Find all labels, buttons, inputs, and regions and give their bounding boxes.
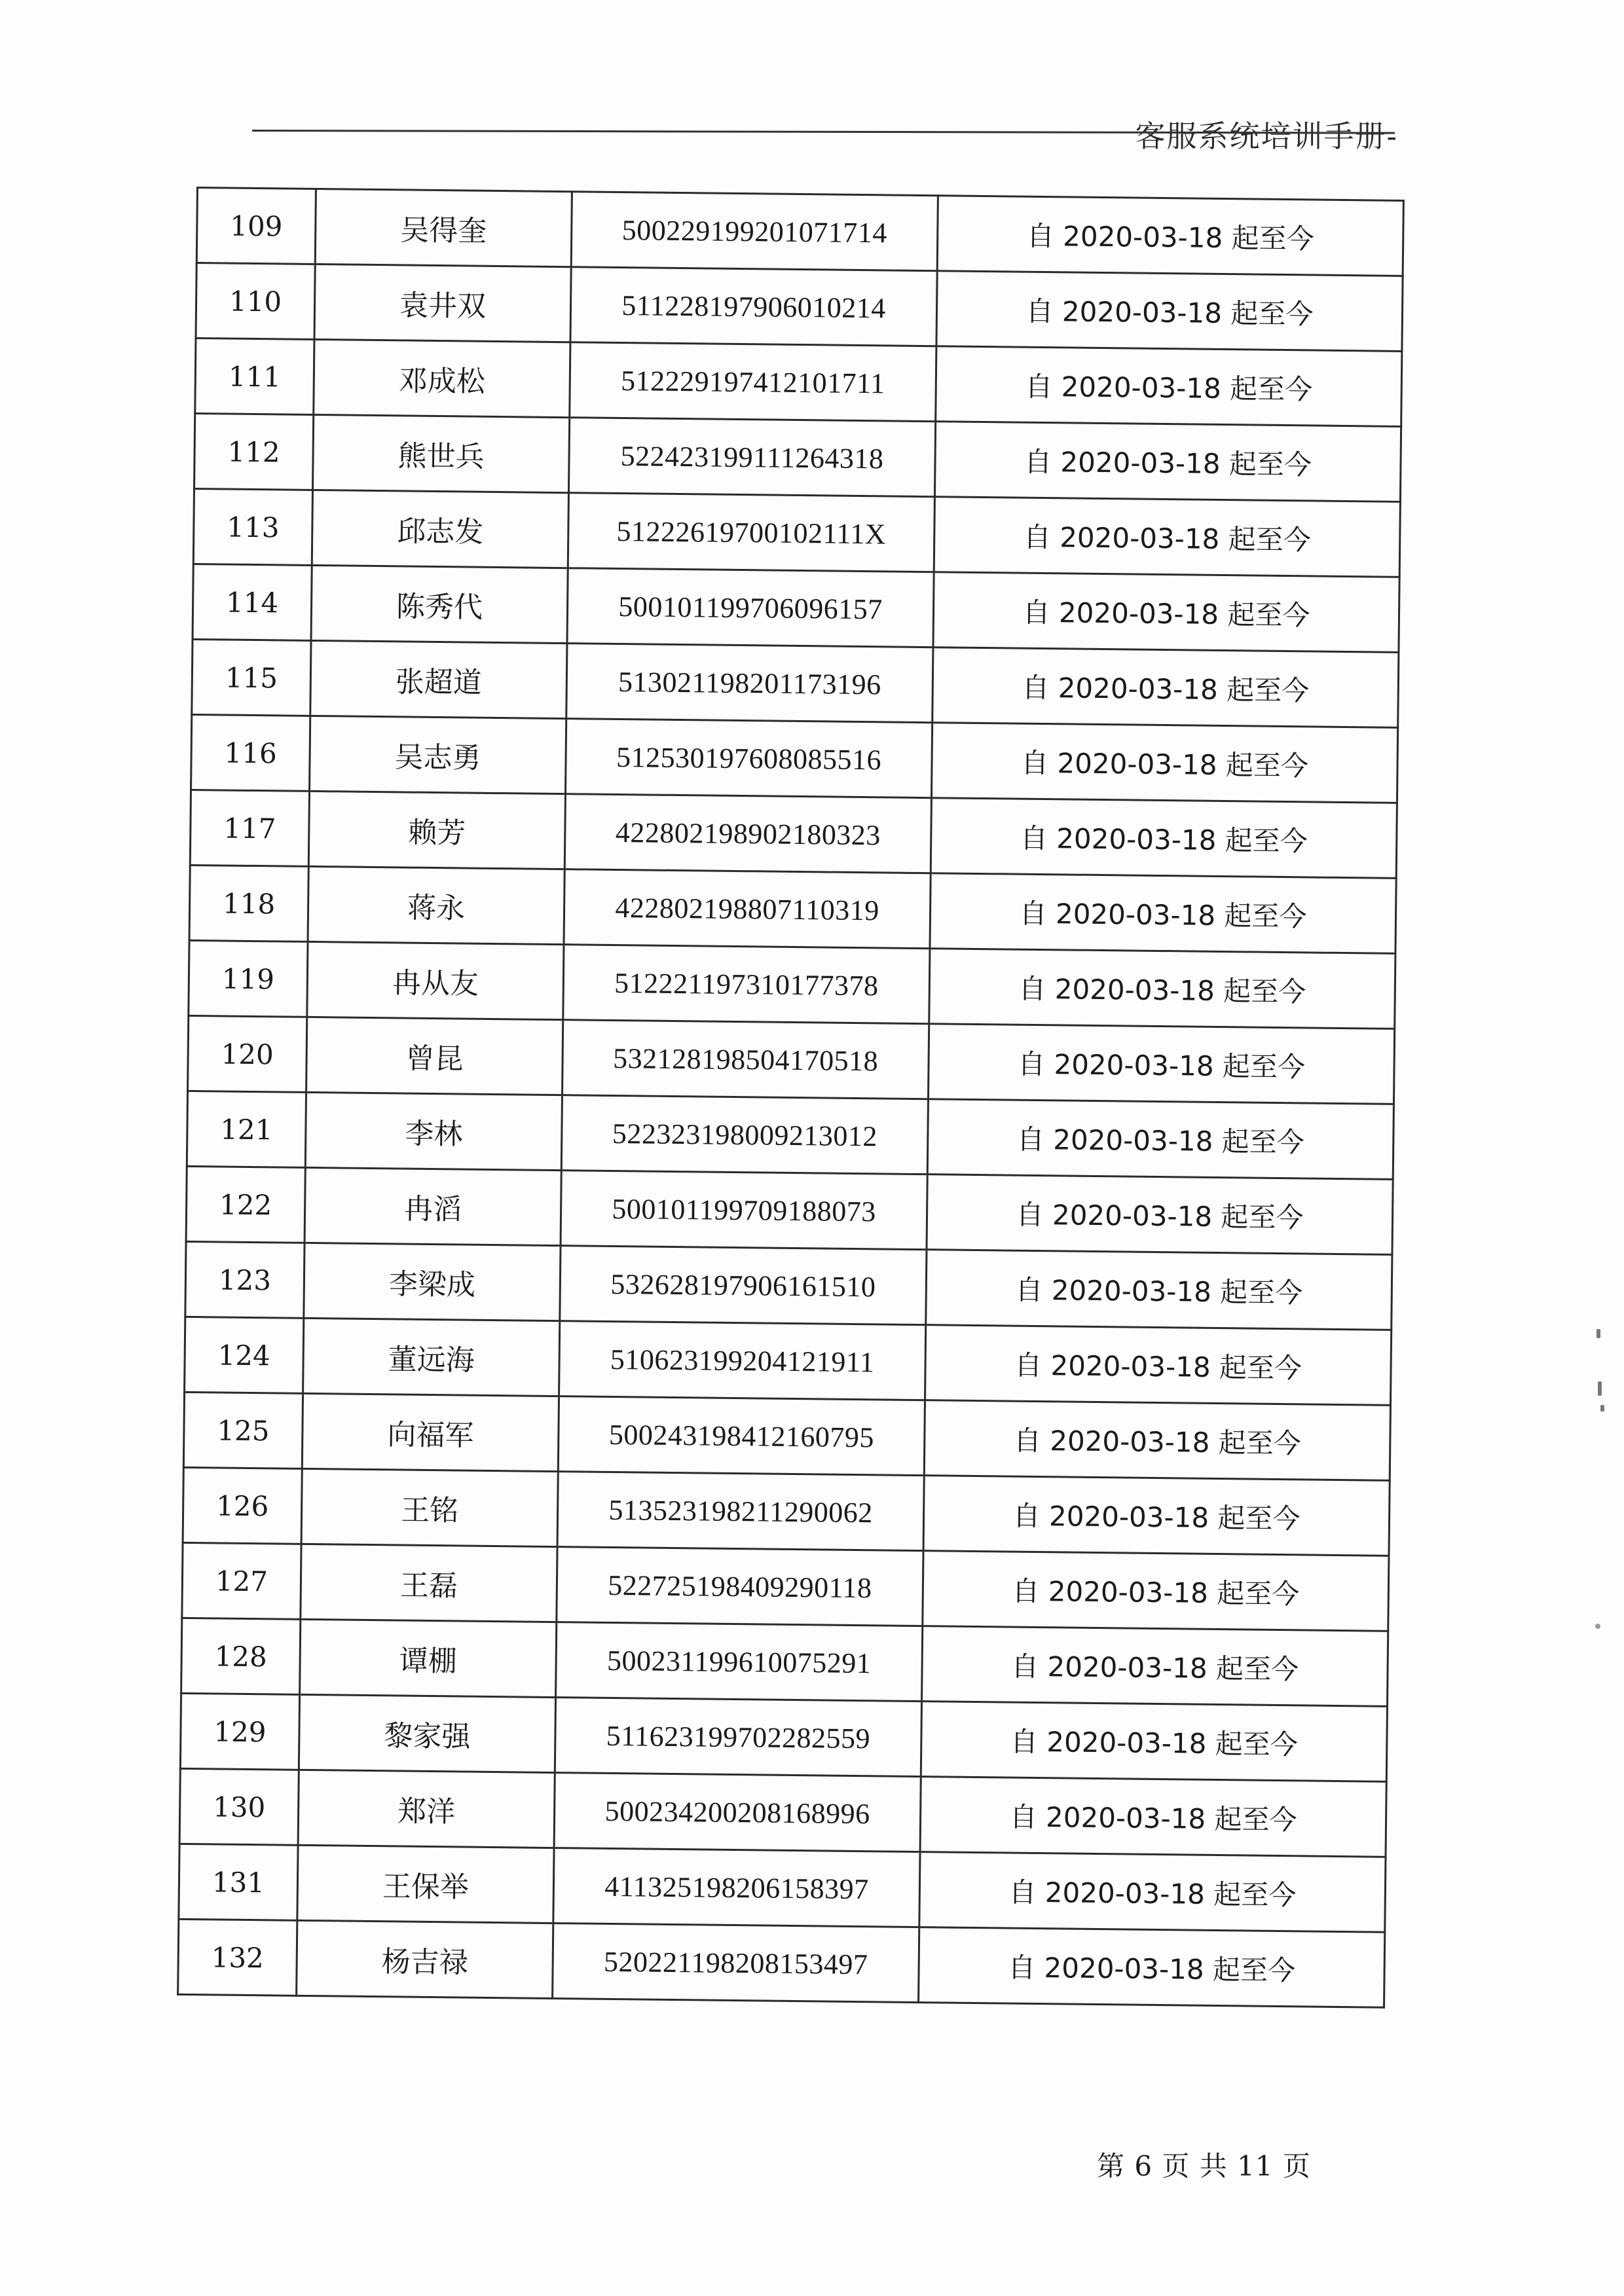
period-cell: 自 2020-03-18 起至今 xyxy=(933,572,1399,653)
id-number-cell: 512221197310177378 xyxy=(563,945,930,1024)
table-row xyxy=(192,639,1399,727)
id-number-cell: 500231199610075291 xyxy=(556,1622,923,1702)
row-number-cell: 111 xyxy=(195,338,314,415)
row-number-cell: 119 xyxy=(189,940,308,1017)
row-number-cell: 132 xyxy=(178,1919,297,1995)
period-cell: 自 2020-03-18 起至今 xyxy=(923,1476,1390,1556)
table-row xyxy=(183,1467,1390,1556)
name-cell: 董远海 xyxy=(303,1318,560,1396)
row-number-cell: 125 xyxy=(183,1392,303,1468)
id-number-cell: 511623199702282559 xyxy=(555,1698,921,1777)
table-row xyxy=(185,1317,1392,1405)
table-row xyxy=(183,1392,1390,1480)
period-cell: 自 2020-03-18 起至今 xyxy=(934,497,1400,577)
header-title: 客服系统培训手册- xyxy=(1135,118,1398,154)
id-number-cell: 422802198807110319 xyxy=(564,869,931,949)
table-row xyxy=(190,790,1397,878)
id-number-cell: 51222619700102111X xyxy=(568,493,934,572)
row-number-cell: 109 xyxy=(196,188,316,264)
scan-speck xyxy=(1595,1624,1600,1629)
period-cell: 自 2020-03-18 起至今 xyxy=(925,1325,1392,1406)
row-number-cell: 128 xyxy=(181,1618,301,1694)
period-cell: 自 2020-03-18 起至今 xyxy=(924,1400,1390,1481)
name-cell: 曾昆 xyxy=(306,1017,563,1095)
id-number-cell: 520221198208153497 xyxy=(553,1923,919,2003)
id-number-cell: 500234200208168996 xyxy=(554,1773,921,1852)
table-row xyxy=(182,1542,1389,1631)
name-cell: 袁井双 xyxy=(314,264,571,342)
row-number-cell: 112 xyxy=(194,413,314,490)
table-row xyxy=(178,1919,1385,2007)
name-cell: 谭棚 xyxy=(300,1619,557,1697)
row-number-cell: 117 xyxy=(190,790,309,866)
table-row xyxy=(191,714,1398,803)
row-number-cell: 118 xyxy=(189,865,308,941)
table-row xyxy=(180,1693,1387,1781)
name-cell: 蒋永 xyxy=(308,866,564,944)
table-row xyxy=(193,488,1400,577)
table-row xyxy=(179,1768,1386,1857)
name-cell: 熊世兵 xyxy=(312,414,569,492)
id-number-cell: 512229197412101711 xyxy=(570,342,936,422)
row-number-cell: 122 xyxy=(186,1166,305,1243)
scan-speck xyxy=(1598,1381,1602,1396)
period-cell: 自 2020-03-18 起至今 xyxy=(922,1626,1388,1707)
id-number-cell: 500101199709188073 xyxy=(561,1171,927,1250)
table-row xyxy=(195,338,1402,427)
name-cell: 张超道 xyxy=(310,640,567,718)
name-cell: 李林 xyxy=(305,1092,562,1170)
id-number-cell: 522423199111264318 xyxy=(568,418,935,497)
id-number-cell: 422802198902180323 xyxy=(564,794,931,873)
period-cell: 自 2020-03-18 起至今 xyxy=(932,647,1399,728)
period-cell: 自 2020-03-18 起至今 xyxy=(936,271,1403,352)
id-number-cell: 500229199201071714 xyxy=(571,192,938,271)
id-number-cell: 522725198409290118 xyxy=(557,1547,923,1626)
id-number-cell: 500243198412160795 xyxy=(558,1396,925,1476)
period-cell: 自 2020-03-18 起至今 xyxy=(934,422,1401,502)
id-number-cell: 513021198201173196 xyxy=(566,644,933,723)
period-cell: 自 2020-03-18 起至今 xyxy=(928,1024,1394,1104)
period-cell: 自 2020-03-18 起至今 xyxy=(929,949,1395,1029)
name-cell: 郑洋 xyxy=(298,1770,555,1848)
row-number-cell: 123 xyxy=(185,1241,304,1318)
period-cell: 自 2020-03-18 起至今 xyxy=(919,1852,1386,1933)
name-cell: 冉滔 xyxy=(304,1167,561,1245)
name-cell: 吴志勇 xyxy=(310,716,566,793)
period-cell: 自 2020-03-18 起至今 xyxy=(931,723,1397,803)
personnel-table xyxy=(177,187,1405,2009)
name-cell: 吴得奎 xyxy=(315,189,572,266)
row-number-cell: 120 xyxy=(188,1015,307,1092)
period-cell: 自 2020-03-18 起至今 xyxy=(927,1175,1393,1255)
row-number-cell: 129 xyxy=(180,1693,299,1770)
row-number-cell: 124 xyxy=(185,1317,304,1393)
row-number-cell: 131 xyxy=(179,1844,298,1920)
row-number-cell: 127 xyxy=(182,1542,301,1619)
name-cell: 王铭 xyxy=(301,1468,558,1546)
id-number-cell: 532128198504170518 xyxy=(563,1020,929,1099)
period-cell: 自 2020-03-18 起至今 xyxy=(936,346,1402,427)
table-row xyxy=(189,865,1396,953)
period-cell: 自 2020-03-18 起至今 xyxy=(920,1777,1386,1857)
name-cell: 邓成松 xyxy=(314,339,570,417)
period-cell: 自 2020-03-18 起至今 xyxy=(921,1702,1387,1782)
table-body xyxy=(178,188,1404,2008)
table-row xyxy=(196,188,1403,276)
row-number-cell: 116 xyxy=(191,714,310,791)
row-number-cell: 114 xyxy=(193,564,312,640)
row-number-cell: 126 xyxy=(183,1467,302,1544)
row-number-cell: 110 xyxy=(196,263,315,340)
row-number-cell: 113 xyxy=(193,488,312,565)
id-number-cell: 500101199706096157 xyxy=(567,568,934,647)
table-row xyxy=(189,940,1395,1029)
table-row xyxy=(194,413,1401,501)
table-row xyxy=(186,1166,1393,1254)
table-row xyxy=(187,1091,1393,1179)
name-cell: 向福军 xyxy=(302,1393,559,1471)
id-number-cell: 510623199204121911 xyxy=(559,1321,926,1400)
period-cell: 自 2020-03-18 起至今 xyxy=(931,798,1397,879)
table-row xyxy=(181,1618,1388,1706)
table-row xyxy=(196,263,1403,352)
period-cell: 自 2020-03-18 起至今 xyxy=(923,1551,1389,1631)
id-number-cell: 513523198211290062 xyxy=(557,1472,924,1551)
id-number-cell: 522323198009213012 xyxy=(561,1095,928,1175)
scan-speck xyxy=(1596,1329,1600,1338)
period-cell: 自 2020-03-18 起至今 xyxy=(930,873,1396,954)
id-number-cell: 512530197608085516 xyxy=(565,719,932,798)
row-number-cell: 130 xyxy=(179,1768,299,1845)
name-cell: 陈秀代 xyxy=(311,565,568,643)
table-row xyxy=(179,1844,1386,1932)
name-cell: 李梁成 xyxy=(304,1243,561,1321)
scan-speck xyxy=(1600,1405,1604,1412)
name-cell: 冉从友 xyxy=(307,941,564,1019)
period-cell: 自 2020-03-18 起至今 xyxy=(919,1927,1385,2008)
name-cell: 邱志发 xyxy=(312,490,568,568)
name-cell: 黎家强 xyxy=(299,1694,555,1772)
page-number: 第 6 页 共 11 页 xyxy=(1097,2150,1311,2182)
name-cell: 王保举 xyxy=(297,1845,554,1923)
period-cell: 自 2020-03-18 起至今 xyxy=(937,196,1403,276)
period-cell: 自 2020-03-18 起至今 xyxy=(926,1250,1392,1330)
name-cell: 杨吉禄 xyxy=(297,1920,553,1998)
table-row xyxy=(193,564,1399,652)
name-cell: 赖芳 xyxy=(308,791,565,869)
name-cell: 王磊 xyxy=(301,1544,557,1622)
period-cell: 自 2020-03-18 起至今 xyxy=(927,1099,1393,1180)
personnel-table-wrapper xyxy=(177,187,1395,2009)
table-row xyxy=(188,1015,1395,1104)
id-number-cell: 411325198206158397 xyxy=(553,1848,920,1927)
row-number-cell: 121 xyxy=(187,1091,306,1167)
row-number-cell: 115 xyxy=(192,639,311,716)
id-number-cell: 511228197906010214 xyxy=(570,267,937,346)
id-number-cell: 532628197906161510 xyxy=(560,1246,927,1325)
table-row xyxy=(185,1241,1392,1330)
